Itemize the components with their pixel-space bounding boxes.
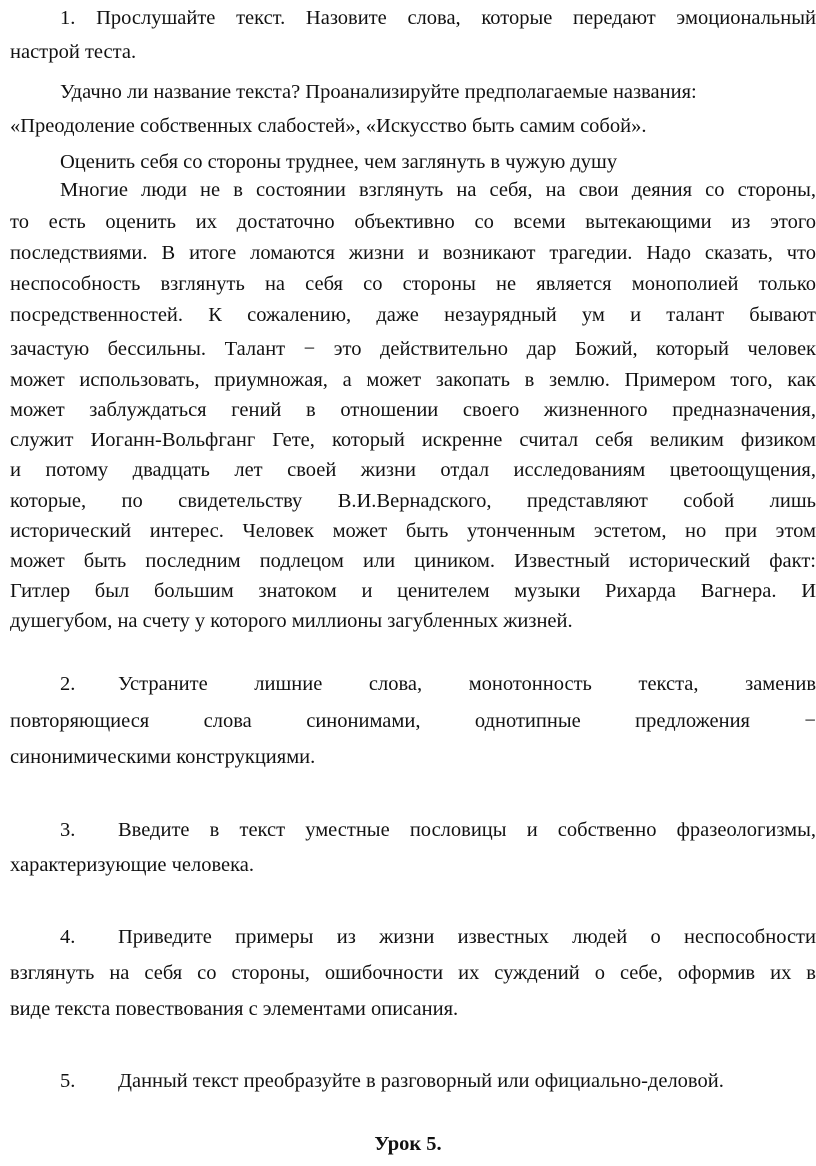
- task1-line-4: «Преодоление собственных слабостей», «Искусство быть самим собой».: [10, 115, 647, 137]
- text-line: посредственностей. К сожалению, даже незаурядный ум и талант бывают: [10, 304, 816, 326]
- exercise-number: 2.: [60, 673, 76, 695]
- exercise-line: Приведите примеры из жизни известных людей о неспособности: [118, 926, 816, 948]
- text-line: может быть последним подлецом или циником. Известный исторический факт:: [10, 550, 816, 572]
- text-line: может использовать, приумножая, а может закопать в землю. Примером того, как: [10, 369, 816, 391]
- exercise-line: Данный текст преобразуйте в разговорный или официально-деловой.: [118, 1070, 724, 1092]
- exercise-line: Введите в текст уместные пословицы и собственно фразеологизмы,: [118, 819, 816, 841]
- text-line: может заблуждаться гений в отношении своего жизненного предназначения,: [10, 399, 816, 421]
- exercise-line: Устраните лишние слова, монотонность текста, заменив: [118, 673, 816, 695]
- text-line: Многие люди не в состоянии взглянуть на себя, на свои деяния со стороны,: [60, 179, 816, 201]
- exercise-line: взглянуть на себя со стороны, ошибочности их суждений о себе, оформив их в: [10, 962, 816, 984]
- text-line: неспособность взглянуть на себя со стороны не является монополией только: [10, 273, 816, 295]
- text-line: которые, по свидетельству В.И.Вернадского, представляют собой лишь: [10, 490, 816, 512]
- task1-line-2: настрой теста.: [10, 41, 137, 63]
- text-line: Гитлер был большим знатоком и ценителем музыки Рихарда Вагнера. И: [10, 580, 816, 602]
- text-title: Оценить себя со стороны труднее, чем заглянуть в чужую душу: [60, 151, 618, 173]
- lesson-heading: Урок 5.: [374, 1133, 442, 1155]
- task1-line-3: Удачно ли название текста? Проанализируйте предполагаемые названия:: [60, 81, 697, 103]
- exercise-line: виде текста повествования с элементами описания.: [10, 998, 459, 1020]
- exercise-number: 4.: [60, 926, 76, 948]
- exercise-number: 3.: [60, 819, 76, 841]
- text-line: последствиями. В итоге ломаются жизни и возникают трагедии. Надо сказать, что: [10, 242, 816, 264]
- text-line: и потому двадцать лет своей жизни отдал исследованиям цветоощущения,: [10, 459, 816, 481]
- task1-line-1: 1. Прослушайте текст. Назовите слова, которые передают эмоциональный: [60, 7, 816, 29]
- exercise-line: характеризующие человека.: [10, 854, 255, 876]
- text-line: служит Иоганн-Вольфганг Гете, который искренне считал себя великим физиком: [10, 429, 816, 451]
- exercise-line: синонимическими конструкциями.: [10, 746, 316, 768]
- text-line: то есть оценить их достаточно объективно со всеми вытекающими из этого: [10, 211, 816, 233]
- text-line: душегубом, на счету у которого миллионы загубленных жизней.: [10, 610, 573, 632]
- exercise-line: повторяющиеся слова синонимами, однотипные предложения −: [10, 710, 816, 732]
- text-line: исторический интерес. Человек может быть утонченным эстетом, но при этом: [10, 520, 816, 542]
- exercise-number: 5.: [60, 1070, 76, 1092]
- text-line: зачастую бессильны. Талант − это действительно дар Божий, который человек: [10, 338, 816, 360]
